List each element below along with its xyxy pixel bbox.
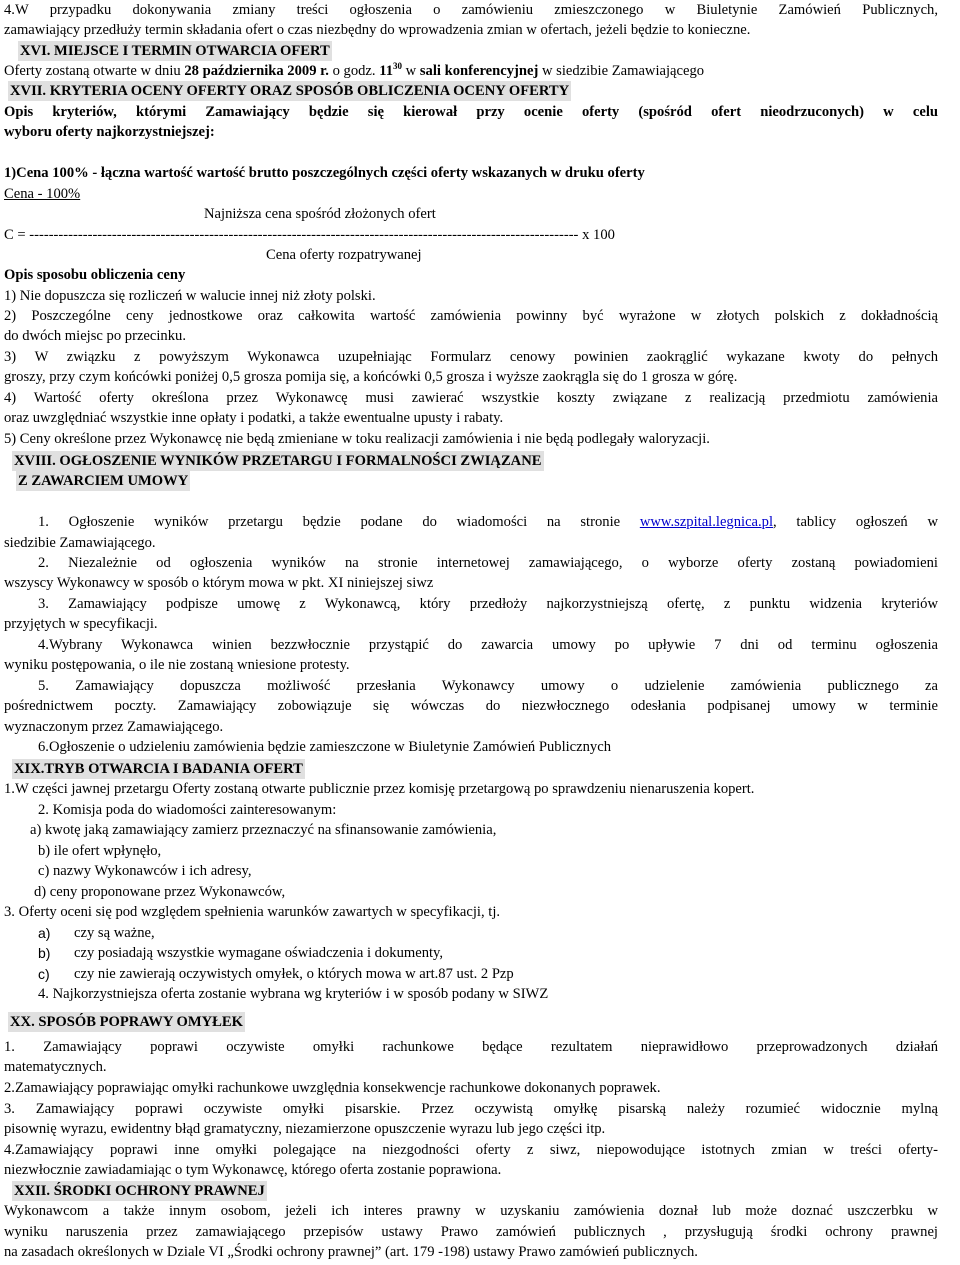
paragraph-line: przyjętych w specyfikacji. xyxy=(4,616,158,632)
opening-place: sali konferencyjnej xyxy=(419,63,539,79)
paragraph-line: niezwłocznie zawiadamiając o tym Wykonawcę, którego oferta zostanie poprawiona. xyxy=(4,1162,502,1178)
list-item: czy są ważne, xyxy=(74,925,155,941)
section-heading-xvii: XVII. KRYTERIA OCENY OFERTY ORAZ SPOSÓB OBLICZENIA OCENY OFERTY xyxy=(8,81,571,101)
paragraph-line: na zasadach określonych w Dziale VI „Środki ochrony prawnej” (art. 179 -198) ustawy Prawo zamówień publicznych. xyxy=(4,1244,698,1260)
paragraph-line: Opis kryteriów, którymi Zamawiający będzie się kierował przy ocenie oferty (spośród ofert nieodrzuconych) w celu xyxy=(4,104,938,120)
paragraph-line: groszy, przy czym końcówki poniżej 0,5 grosza pomija się, a końcówki 0,5 grosza i wyższe zaokrągla się do 1 grosza w górę. xyxy=(4,369,738,385)
section-heading-xvi: XVI. MIEJSCE I TERMIN OTWARCIA OFERT xyxy=(18,41,332,61)
list-item: b) ile ofert wpłynęło, xyxy=(38,843,162,859)
paragraph-line: 1) Nie dopuszcza się rozliczeń w walucie innej niż złoty polski. xyxy=(4,288,376,304)
paragraph-line: 5. Zamawiający dopuszcza możliwość przesłania Wykonawcy umowy o udzielenie zamówienia publicznego za xyxy=(38,678,938,694)
list-item: d) ceny proponowane przez Wykonawców, xyxy=(34,884,286,900)
formula-denominator: Cena oferty rozpatrywanej xyxy=(266,247,422,263)
paragraph-line: oraz uwzględniać wszystkie inne opłaty i podatki, a także ewentualne upusty i rabaty. xyxy=(4,410,504,426)
section-heading-xviii-cont: Z ZAWARCIEM UMOWY xyxy=(16,471,190,491)
paragraph-line: wszyscy Wykonawcy w sposób o którym mowa w pkt. XI niniejszej siwz xyxy=(4,575,434,591)
section-heading-xxii: XXII. ŚRODKI OCHRONY PRAWNEJ xyxy=(12,1181,267,1201)
paragraph-line: wyniku postępowania, o ile nie zostaną wniesione protesty. xyxy=(4,657,350,673)
opening-hour: 11 xyxy=(379,63,393,79)
paragraph-line: 3. Zamawiający podpisze umowę z Wykonawcą, który przedłoży najkorzystniejszą ofertę, z punktu widzenia kryteriów xyxy=(38,596,938,612)
section-heading-xix: XIX.TRYB OTWARCIA I BADANIA OFERT xyxy=(12,759,305,779)
paragraph-line: 4) Wartość oferty określona przez Wykonawcę musi zawierać wszystkie koszty związane z realizacją przedmiotu zamówienia xyxy=(4,390,938,406)
paragraph-line: 1. Zamawiający poprawi oczywiste omyłki rachunkowe będące rezultatem nieprawidłowo przeprowadzonych działań xyxy=(4,1039,938,1055)
section-heading-xx: XX. SPOSÓB POPRAWY OMYŁEK xyxy=(8,1012,245,1032)
criterion-weight: Cena - 100% xyxy=(4,186,81,202)
text: Oferty zostaną otwarte w dniu xyxy=(4,63,185,79)
paragraph-line: 6.Ogłoszenie o udzieleniu zamówienia będzie zamieszczone w Biuletynie Zamówień Publicznych xyxy=(38,739,612,755)
paragraph-line: siedzibie Zamawiającego. xyxy=(4,535,156,551)
paragraph-line: wyboru oferty najkorzystniejszej: xyxy=(4,124,215,140)
paragraph-line: 3. Zamawiający poprawi oczywiste omyłki pisarskie. Przez oczywistą omyłkę pisarską należy rozumieć widocznie mylną xyxy=(4,1101,938,1117)
opening-minutes: 30 xyxy=(393,61,402,72)
paragraph-line: 4.W przypadku dokonywania zmiany treści ogłoszenia o zamówieniu zmieszczonego w Biuletynie Zamówień Publicznych, xyxy=(4,2,938,18)
text: w xyxy=(402,63,420,79)
paragraph-line: wyznaczonym przez Zamawiającego. xyxy=(4,719,224,735)
paragraph-line: 3) W związku z powyższym Wykonawca uzupełniając Formularz cenowy powinien zaokrąglić wykazane kwoty do pełnych xyxy=(4,349,938,365)
text: 1. Ogłoszenie wyników przetargu będzie podane do wiadomości na stronie xyxy=(38,514,640,530)
paragraph-line: 3. Oferty oceni się pod względem spełnienia warunków zawartych w specyfikacji, tj. xyxy=(4,904,501,920)
paragraph-line: 2. Niezależnie od ogłoszenia wyników na stronie internetowej zamawiającego, o wyborze oferty zostaną powiadomieni xyxy=(38,555,938,571)
list-marker: c) xyxy=(38,966,50,982)
opening-date: 28 października 2009 r. xyxy=(184,63,329,79)
list-item: czy nie zawierają oczywistych omyłek, o których mowa w art.87 ust. 2 Pzp xyxy=(74,966,514,982)
list-item: czy posiadają wszystkie wymagane oświadczenia i dokumenty, xyxy=(74,945,444,961)
formula-line: C = ----------------------------------------------------------------------------------------------------------------- x 100 xyxy=(4,227,615,243)
paragraph-line: 1.W części jawnej przetargu Oferty zostaną otwarte publicznie przez komisję przetargową po sprawdzeniu nienaruszenia kopert. xyxy=(4,781,755,797)
paragraph-line: Wykonawcom a także innym osobom, jeżeli ich interes prawny w uzyskaniu zamówienia doznał lub może doznać uszczerbku w xyxy=(4,1203,938,1219)
paragraph-line xyxy=(38,512,938,532)
paragraph-line: 4.Zamawiający poprawi inne omyłki polegające na niezgodności oferty z siwz, niepowodujące istotnych zmian w treści oferty- xyxy=(4,1142,938,1158)
list-marker: a) xyxy=(38,925,51,941)
paragraph-line: matematycznych. xyxy=(4,1059,107,1075)
paragraph-line: do dwóch miejsc po przecinku. xyxy=(4,328,186,344)
paragraph-line: pisownię wyrazu, ewidentny błąd gramatyczny, niezamierzone opuszczenie wyrazu lub jego części itp. xyxy=(4,1121,606,1137)
list-item: c) nazwy Wykonawców i ich adresy, xyxy=(38,863,252,879)
list-item: a) kwotę jaką zamawiający zamierz przeznaczyć na sfinansowanie zamówienia, xyxy=(30,822,497,838)
subheading: Opis sposobu obliczenia ceny xyxy=(4,267,186,283)
paragraph-line: 4.Wybrany Wykonawca winien bezzwłocznie przystąpić do zawarcia umowy po upływie 7 dni od terminu ogłoszenia xyxy=(38,637,938,653)
website-link[interactable]: www.szpital.legnica.pl xyxy=(639,514,774,530)
text: , tablicy ogłoszeń w xyxy=(773,514,938,530)
paragraph-line: 4. Najkorzystniejsza oferta zostanie wybrana wg kryteriów i w sposób podany w SIWZ xyxy=(38,986,549,1002)
opening-date-line xyxy=(4,61,704,81)
paragraph-line: 2.Zamawiający poprawiając omyłki rachunkowe uwzględnia konsekwencje rachunkowe dokonanych poprawek. xyxy=(4,1080,661,1096)
paragraph-line: 5) Ceny określone przez Wykonawcę nie będą zmieniane w toku realizacji zamówienia i nie będą podlegały waloryzacji. xyxy=(4,431,710,447)
list-marker: b) xyxy=(38,945,51,961)
paragraph-line: wyniku naruszenia przez zamawiającego przepisów ustawy Prawo zamówień publicznych , przysługują środki ochrony prawnej xyxy=(4,1224,938,1240)
paragraph-line: 2. Komisja poda do wiadomości zainteresowanym: xyxy=(38,802,337,818)
paragraph-line: 2) Poszczególne ceny jednostkowe oraz całkowita wartość zamówienia powinny być wyrażone w złotych polskich z dokładnością xyxy=(4,308,938,324)
text: w siedzibie Zamawiającego xyxy=(538,63,705,79)
section-heading-xviii: XVIII. OGŁOSZENIE WYNIKÓW PRZETARGU I FORMALNOŚCI ZWIĄZANE xyxy=(12,451,544,471)
formula-numerator: Najniższa cena spośród złożonych ofert xyxy=(204,206,436,222)
text: o godz. xyxy=(328,63,380,79)
paragraph-line: zamawiający przedłuży termin składania ofert o czas niezbędny do wprowadzenia zmian w ofertach, jeżeli będzie to konieczne. xyxy=(4,22,751,38)
paragraph-line: pośrednictwem poczty. Zamawiający zobowiązuje się wówczas do niezwłocznego odesłania podpisanej umowy w terminie xyxy=(4,698,938,714)
criterion-line: 1)Cena 100% - łączna wartość wartość brutto poszczególnych części oferty wskazanych w druku oferty xyxy=(4,165,645,181)
